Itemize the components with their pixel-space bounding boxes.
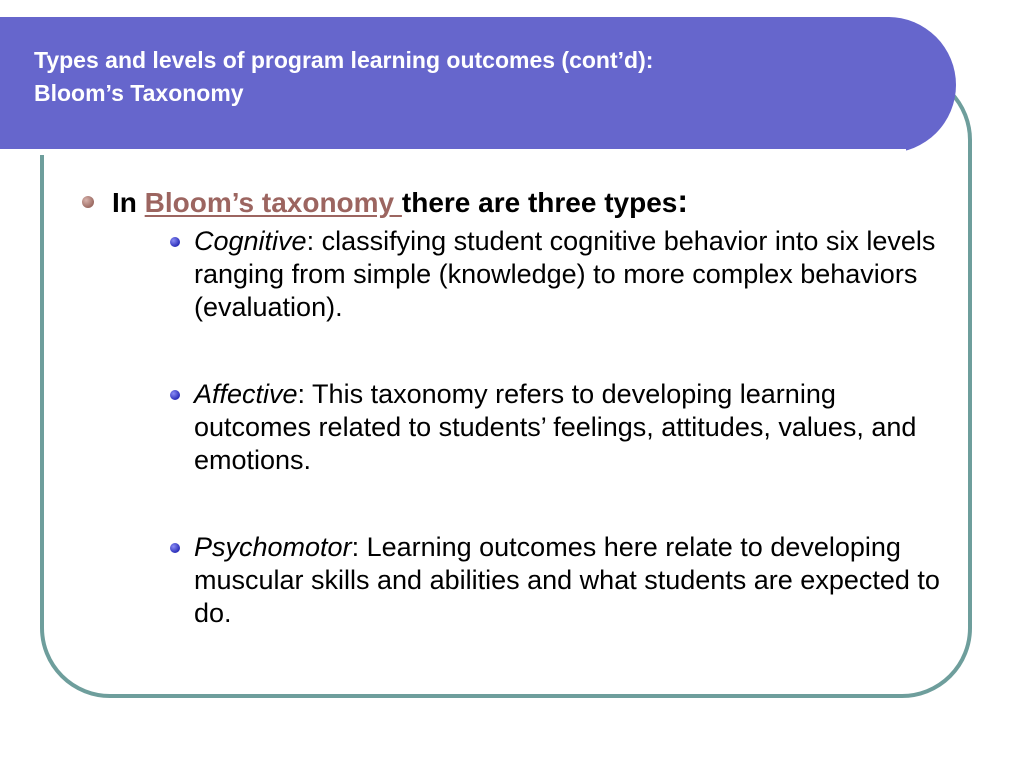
- sub-bullet-dot-icon: [170, 390, 180, 400]
- blooms-taxonomy-link[interactable]: Bloom’s taxonomy: [144, 187, 402, 218]
- bullet-list: [80, 181, 940, 630]
- sub-bullet-psychomotor: [162, 531, 954, 630]
- term-affective: Affective: [194, 379, 298, 409]
- bullet-dot-icon: [82, 196, 94, 208]
- sub-bullet-cognitive: [162, 225, 954, 324]
- main-bullet-colon: :: [677, 183, 689, 219]
- term-cognitive: Cognitive: [194, 226, 307, 256]
- main-bullet-suffix: there are three types: [401, 187, 678, 218]
- title-underline: [0, 149, 906, 155]
- main-bullet-prefix: In: [112, 187, 145, 218]
- sub-bullet-dot-icon: [170, 237, 180, 247]
- term-psychomotor: Psychomotor: [194, 532, 352, 562]
- sub-bullet-affective: [162, 378, 954, 477]
- slide-title-line-1: Types and levels of program learning outcomes (cont’d):: [34, 47, 654, 73]
- affective-description: : This taxonomy refers to developing learning outcomes related to students’ feelings, attitudes, values, and emotions.: [194, 379, 917, 475]
- main-bullet: [80, 181, 940, 630]
- sub-bullet-dot-icon: [170, 543, 180, 553]
- sub-bullet-list: [112, 225, 940, 630]
- slide-title-line-2: Bloom’s Taxonomy: [34, 80, 244, 106]
- slide-title: [34, 44, 894, 110]
- cognitive-description: : classifying student cognitive behavior into six levels ranging from simple (knowledge) to more complex behaviors (evaluation).: [194, 226, 936, 322]
- psychomotor-description: : Learning outcomes here relate to developing muscular skills and abilities and what students are expected to do.: [194, 532, 940, 628]
